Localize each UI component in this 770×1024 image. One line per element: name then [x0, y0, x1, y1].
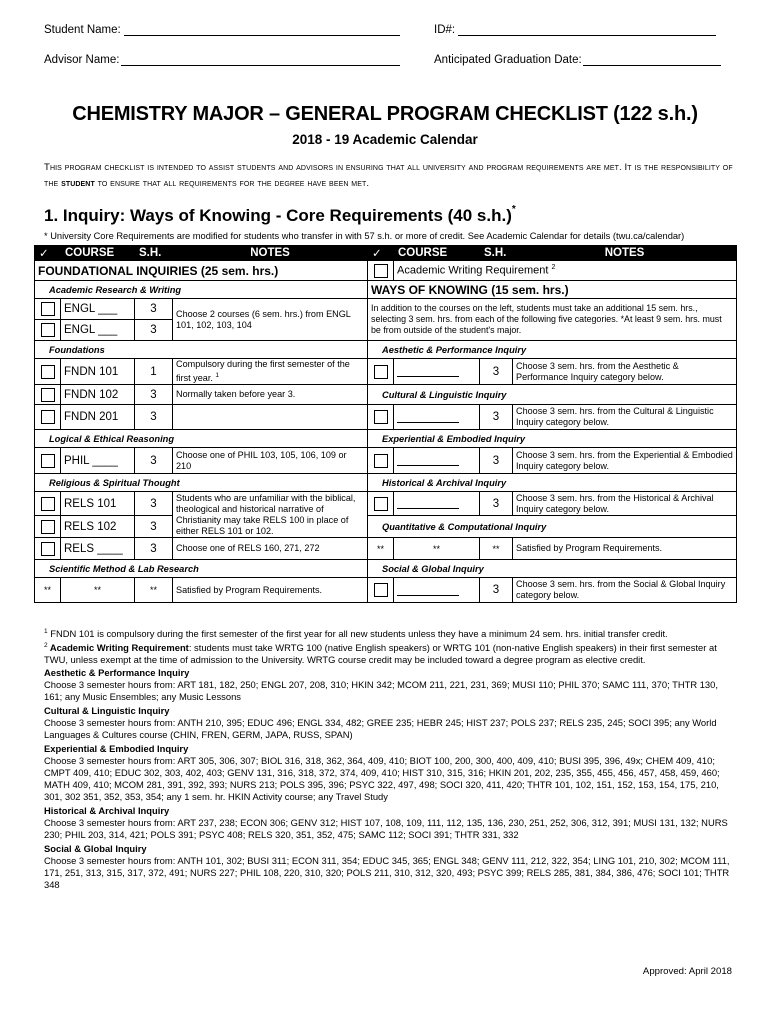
rels102-course: RELS 102 — [61, 516, 135, 538]
fndn101-checkbox[interactable] — [41, 365, 55, 379]
historical-checkbox[interactable] — [374, 497, 388, 511]
group-quantitative: Quantitative & Computational Inquiry — [368, 516, 737, 538]
fndn102-note: Normally taken before year 3. — [173, 385, 368, 405]
advisor-name-field[interactable] — [121, 65, 400, 66]
checklist-table — [34, 245, 737, 603]
category-cultural: Cultural & Linguistic Inquiry Choose 3 semester hours from: ANTH 210, 395; EDUC 496; ENGL 334, 482; GREE 235; HEBR 245; HIST 237; POLS 237; RELS 235, 245; SOCI 395; any World Languages & Cultures course (CHIN, FREN, GERM, JAPA, RUSS, SPAN) — [44, 705, 717, 740]
col-check-right: ✓ — [368, 246, 394, 261]
group-religious: Religious & Spiritual Thought — [35, 474, 368, 492]
student-name-label: Student Name: — [44, 24, 121, 36]
engl1-sh: 3 — [135, 299, 173, 320]
quant-check: ** — [368, 538, 394, 560]
experiential-sh: 3 — [480, 448, 513, 474]
social-note: Choose 3 sem. hrs. from the Social & Global Inquiry category below. — [513, 578, 737, 603]
fndn101-sh: 1 — [135, 359, 173, 385]
rels101-sh: 3 — [135, 492, 173, 516]
col-course-left: COURSE — [61, 246, 135, 261]
fndn201-sh: 3 — [135, 405, 173, 430]
col-check-left: ✓ — [35, 246, 61, 261]
group-social: Social & Global Inquiry — [368, 560, 737, 578]
sci-note: Satisfied by Program Requirements. — [173, 578, 368, 603]
page-title: CHEMISTRY MAJOR – GENERAL PROGRAM CHECKLIST (122 s.h.) — [72, 103, 698, 125]
category-list — [44, 667, 734, 891]
historical-note: Choose 3 sem. hrs. from the Historical & Archival Inquiry category below. — [513, 492, 737, 516]
awr-checkbox[interactable] — [374, 264, 388, 278]
col-notes-right: NOTES — [513, 246, 737, 261]
rels102-sh: 3 — [135, 516, 173, 538]
category-social: Social & Global Inquiry Choose 3 semester hours from: ANTH 101, 302; BUSI 311; ECON 311, 354; EDUC 345, 365; ENGL 348; GENV 111, 212, 322, 354; LING 101, 210, 302; MCOM 111, 171, 251, 313, 315, 317, 372, 491; NURS 227; PHIL 108, 220, 310, 320; POLS 211, 310, 312, 320, 493; PSYC 399; RELS 285, 381, 384, 386, 476; SOCI 101; THTR 348 — [44, 843, 730, 890]
grad-date-field[interactable] — [583, 65, 721, 66]
phil-note: Choose one of PHIL 103, 105, 106, 109 or 210 — [173, 448, 368, 474]
rels102-checkbox[interactable] — [41, 520, 55, 534]
wok-note: In addition to the courses on the left, students must take an additional 15 sem. hrs., selecting 3 sem. hrs. from each of the following five categories. *At least 9 sem. hrs. must be from outside of the student's major. — [368, 299, 737, 341]
footnote-1: $^1$ FNDN 101 is compulsory during the first semester of the first year for all new students unless they have a minimum 24 sem. hrs. initial transfer credit. — [44, 628, 668, 640]
quant-note: Satisfied by Program Requirements. — [513, 538, 737, 560]
group-logical: Logical & Ethical Reasoning — [35, 430, 368, 448]
group-experiential: Experiential & Embodied Inquiry — [368, 430, 737, 448]
intro-paragraph: This program checklist is intended to assist students and advisors in ensuring that all university and program requirements are met. It is the responsibility of the student to ensure that all requirements for the degree have been met. — [44, 162, 733, 189]
col-sh-right: S.H. — [480, 246, 513, 261]
experiential-checkbox[interactable] — [374, 454, 388, 468]
col-notes-left: NOTES — [173, 246, 368, 261]
rels-sh: 3 — [135, 538, 173, 560]
fndn102-sh: 3 — [135, 385, 173, 405]
intro-student-bold: student — [61, 178, 95, 189]
fndn201-note — [173, 405, 368, 430]
group-academic-research: Academic Research & Writing — [35, 281, 368, 299]
fndn201-checkbox[interactable] — [41, 410, 55, 424]
phil-course[interactable]: PHIL ____ — [61, 448, 135, 474]
grad-date-label: Anticipated Graduation Date: — [434, 54, 582, 66]
cultural-note: Choose 3 sem. hrs. from the Cultural & Linguistic Inquiry category below. — [513, 405, 737, 430]
quant-course: ** — [394, 538, 480, 560]
social-sh: 3 — [480, 578, 513, 603]
foundational-heading: FOUNDATIONAL INQUIRIES (25 sem. hrs.) — [35, 261, 368, 281]
category-experiential: Experiential & Embodied Inquiry Choose 3 semester hours from: ART 305, 306, 307; BIOL 316, 318, 362, 364, 409, 410; BIOT 100, 200, 300, 400, 409, 410; BUSI 395, 396, 49x; CHEM 409, 410; CMPT 409, 410; EDUC 302, 303, 402, 403; GENV 131, 316, 318, 372, 374, 409, 410; HIST 310, 315, 316; HKIN 201, 202, 235, 355, 455, 456, 457, 458, 459, 460; MATH 409, 410; MCOM 281, 391, 392, 393; NURS 213; POLS 395, 396; PSYC 322, 497, 498; SOCI 320, 411, 420; THTR 101, 102, 151, 152, 153, 154, 175, 210, 301, 302 351, 352, 353, 354; any 1 sem. hr. HKIN Activity course; any Travel Study — [44, 743, 720, 802]
student-name-field[interactable] — [124, 35, 400, 36]
experiential-note: Choose 3 sem. hrs. from the Experiential & Embodied Inquiry category below. — [513, 448, 737, 474]
engl2-checkbox[interactable] — [41, 323, 55, 337]
experiential-course[interactable] — [394, 448, 480, 474]
social-course[interactable] — [394, 578, 480, 603]
aesthetic-checkbox[interactable] — [374, 365, 388, 379]
sci-check: ** — [35, 578, 61, 603]
col-course-right: COURSE — [394, 246, 480, 261]
section-heading: 1. Inquiry: Ways of Knowing - Core Requirements (40 s.h.)* — [44, 204, 516, 225]
fndn102-course: FNDN 102 — [61, 385, 135, 405]
engl1-checkbox[interactable] — [41, 302, 55, 316]
engl1-course[interactable]: ENGL ___ — [61, 299, 135, 320]
rels101-checkbox[interactable] — [41, 497, 55, 511]
footnotes — [44, 626, 734, 666]
fndn201-course: FNDN 201 — [61, 405, 135, 430]
section-note: * University Core Requirements are modified for students who transfer in with 57 s.h. or more of credit. See Academic Calendar for details (twu.ca/calendar) — [44, 231, 685, 241]
id-label: ID#: — [434, 24, 456, 36]
group-cultural: Cultural & Linguistic Inquiry — [368, 385, 737, 405]
aesthetic-course[interactable] — [394, 359, 480, 385]
phil-checkbox[interactable] — [41, 454, 55, 468]
rels-checkbox[interactable] — [41, 542, 55, 556]
group-historical: Historical & Archival Inquiry — [368, 474, 737, 492]
sci-sh: ** — [135, 578, 173, 603]
quant-sh: ** — [480, 538, 513, 560]
historical-sh: 3 — [480, 492, 513, 516]
page-subtitle: 2018 - 19 Academic Calendar — [292, 132, 478, 147]
id-field[interactable] — [458, 35, 716, 36]
category-aesthetic: Aesthetic & Performance Inquiry Choose 3 semester hours from: ART 181, 182, 250; ENGL 207, 208, 310; HKIN 342; MCOM 211, 221, 231, 369; MUSI 110; PHIL 370; SAMC 111, 370; THTR 130, 161; any Music Ensembles; any Music Lessons — [44, 667, 718, 702]
advisor-name-label: Advisor Name: — [44, 54, 120, 66]
category-historical: Historical & Archival Inquiry Choose 3 semester hours from: ART 237, 238; ECON 306; GENV 312; HIST 107, 108, 109, 111, 112, 135, 136, 230, 251, 252, 306, 312, 391; MUSI 131, 132; NURS 230; PHIL 203, 314, 421; POLS 391; PSYC 408; RELS 320, 351, 352, 475; SAMC 112; SOCI 391; THTR 331, 332 — [44, 805, 728, 840]
group-foundations: Foundations — [35, 341, 368, 359]
engl-note: Choose 2 courses (6 sem. hrs.) from ENGL 101, 102, 103, 104 — [173, 299, 368, 341]
col-sh-left: S.H. — [135, 246, 173, 261]
group-aesthetic: Aesthetic & Performance Inquiry — [368, 341, 737, 359]
footnote-2: $^2$ Academic Writing Requirement: students must take WRTG 100 (native English speakers) or WRTG 101 (non-native English speakers) in their first semester at TWU, unless exempt at the time of admission to the University. WRTG course credit may be included toward a degree program as elective credit. — [44, 642, 717, 666]
cultural-course[interactable] — [394, 405, 480, 430]
fndn101-note: Compulsory during the first semester of the first year. $^1$ — [173, 359, 368, 385]
sci-course: ** — [61, 578, 135, 603]
social-checkbox[interactable] — [374, 583, 388, 597]
rels-note: Students who are unfamiliar with the biblical, theological and historical narrative of Christianity may take RELS 100 in place of either RELS 101 or 102. — [173, 492, 368, 538]
group-scientific: Scientific Method & Lab Research — [35, 560, 368, 578]
phil-sh: 3 — [135, 448, 173, 474]
fndn102-checkbox[interactable] — [41, 388, 55, 402]
approved-date: Approved: April 2018 — [642, 966, 732, 977]
aesthetic-note: Choose 3 sem. hrs. from the Aesthetic & Performance Inquiry category below. — [513, 359, 737, 385]
rels-choose-note: Choose one of RELS 160, 271, 272 — [173, 538, 368, 560]
awr-label: Academic Writing Requirement $^2$ — [394, 261, 737, 281]
aesthetic-sh: 3 — [480, 359, 513, 385]
rels101-course: RELS 101 — [61, 492, 135, 516]
fndn101-course: FNDN 101 — [61, 359, 135, 385]
engl2-sh: 3 — [135, 320, 173, 341]
rels-course[interactable]: RELS ____ — [61, 538, 135, 560]
wok-heading: WAYS OF KNOWING (15 sem. hrs.) — [368, 281, 737, 299]
engl2-course[interactable]: ENGL ___ — [61, 320, 135, 341]
cultural-sh: 3 — [480, 405, 513, 430]
historical-course[interactable] — [394, 492, 480, 516]
cultural-checkbox[interactable] — [374, 410, 388, 424]
